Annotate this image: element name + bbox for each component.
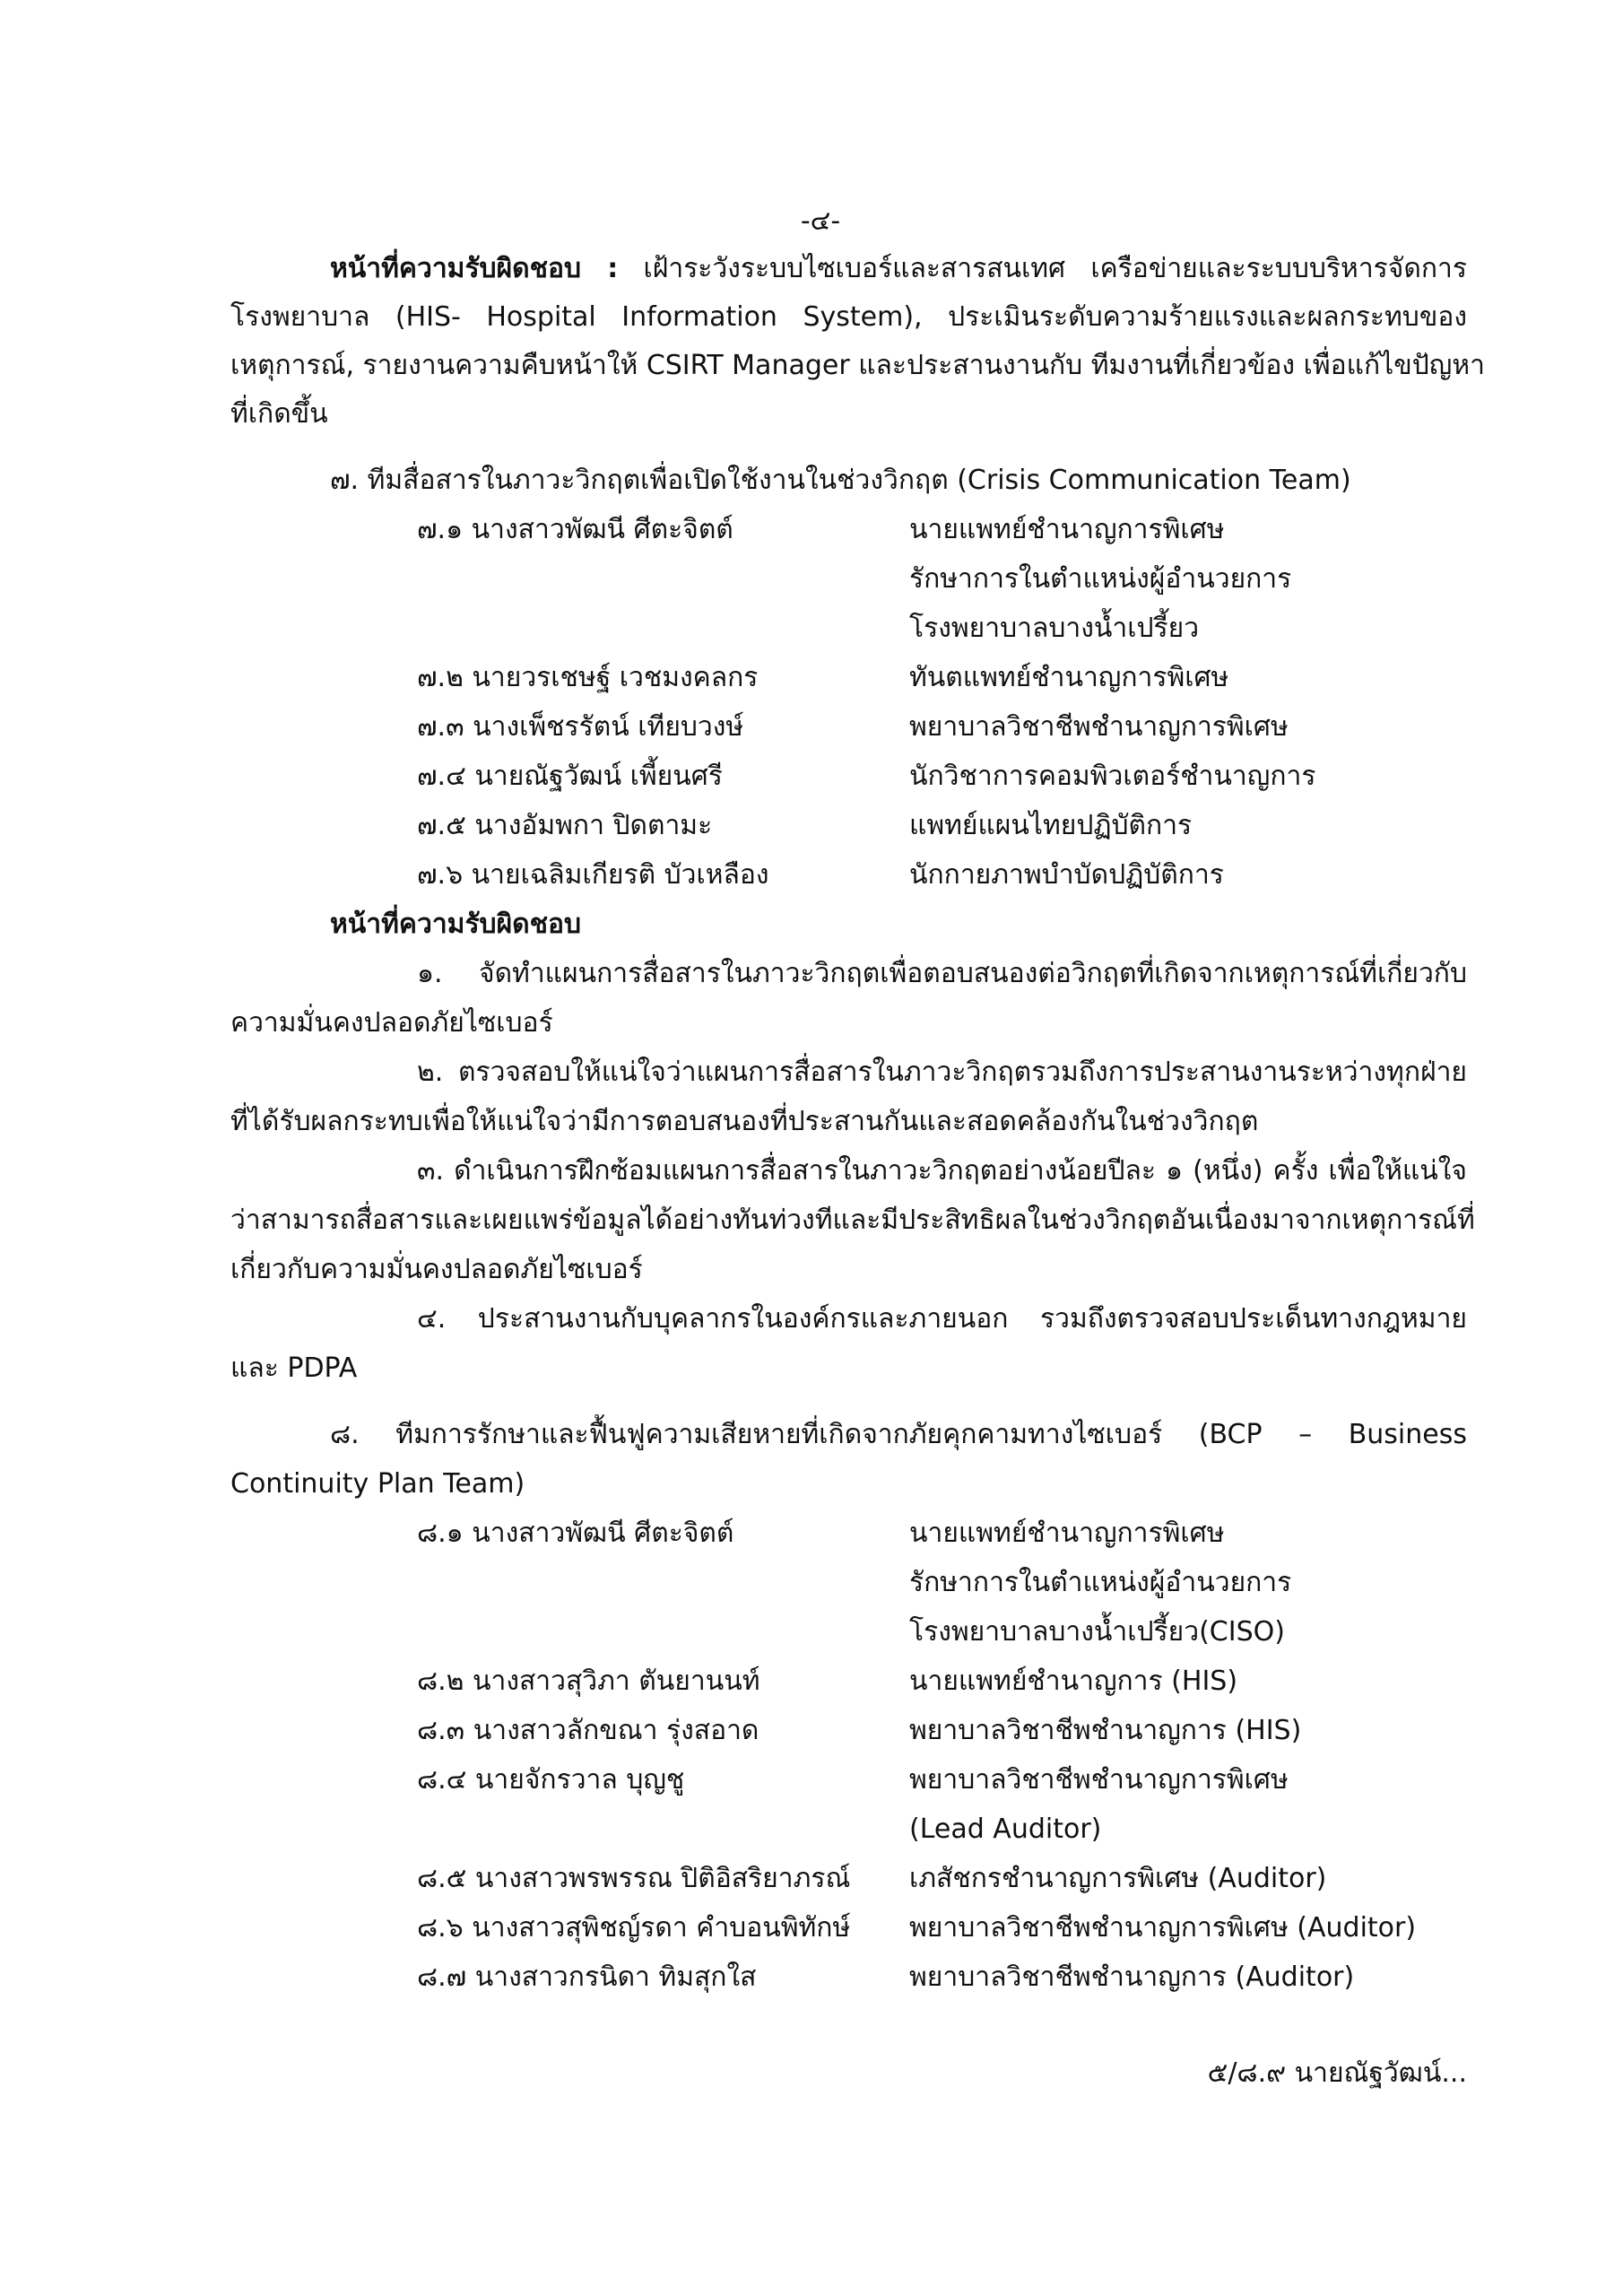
member-name: ๘.๖ นางสาวสุพิชญ์รดา คำบอนพิทักษ์: [417, 1912, 851, 1944]
duty-3-line-3: เกี่ยวกับความมั่นคงปลอดภัยไซเบอร์: [230, 1254, 643, 1285]
member-role: โรงพยาบาลบางน้ำเปรี้ยว: [909, 613, 1200, 644]
member-role: นักกายภาพบำบัดปฏิบัติการ: [909, 859, 1224, 891]
page-number: -๔-: [800, 205, 841, 237]
member-name: ๗.๑ นางสาวพัฒนี ศีตะจิตต์: [417, 514, 733, 545]
duty-1-line-1: ๑. จัดทำแผนการสื่อสารในภาวะวิกฤตเพื่อตอบสนองต่อวิกฤตที่เกิดจากเหตุการณ์ที่เกี่ยวกับ: [417, 958, 1467, 989]
intro-line-4: ที่เกิดขึ้น: [230, 398, 328, 430]
member-name: ๗.๒ นายวรเชษฐ์ เวชมงคลกร: [417, 662, 759, 693]
member-role: เภสัชกรชำนาญการพิเศษ (Auditor): [909, 1863, 1327, 1894]
member-name: ๗.๕ นางอัมพกา ปิดตามะ: [417, 810, 713, 841]
duty-4-line-2: และ PDPA: [230, 1352, 358, 1384]
duty-2-line-2: ที่ได้รับผลกระทบเพื่อให้แน่ใจว่ามีการตอบสนองที่ประสานกันและสอดคล้องกันในช่วงวิกฤต: [230, 1106, 1259, 1137]
member-name: ๗.๔ นายณัฐวัฒน์ เพี้ยนศรี: [417, 761, 723, 792]
member-role: นายแพทย์ชำนาญการพิเศษ: [909, 514, 1225, 545]
intro-line-1-text: เฝ้าระวังระบบไซเบอร์และสารสนเทศ เครือข่ายและระบบบริหารจัดการ: [643, 253, 1467, 284]
member-name: ๘.๒ นางสาวสุวิภา ตันยานนท์: [417, 1665, 760, 1697]
member-name: ๗.๖ นายเฉลิมเกียรติ บัวเหลือง: [417, 859, 769, 891]
section-8-title-line-2: Continuity Plan Team): [230, 1468, 525, 1500]
member-role: พยาบาลวิชาชีพชำนาญการพิเศษ: [909, 711, 1289, 743]
intro-line-2: โรงพยาบาล (HIS- Hospital Information System), ประเมินระดับความร้ายแรงและผลกระทบของ: [230, 301, 1467, 333]
intro-heading: หน้าที่ความรับผิดชอบ :: [330, 253, 619, 284]
intro-line-3: เหตุการณ์, รายงานความคืบหน้าให้ CSIRT Manager และประสานงานกับ ทีมงานที่เกี่ยวข้อง เพื่อแก้ไขปัญหา: [230, 350, 1485, 381]
member-role: แพทย์แผนไทยปฏิบัติการ: [909, 810, 1193, 841]
member-name: ๘.๓ นางสาวลักขณา รุ่งสอาด: [417, 1715, 759, 1746]
member-name: ๘.๑ นางสาวพัฒนี ศีตะจิตต์: [417, 1518, 734, 1549]
member-name: ๗.๓ นางเพ็ชรรัตน์ เทียบวงษ์: [417, 711, 744, 743]
duty-2-line-1: ๒. ตรวจสอบให้แน่ใจว่าแผนการสื่อสารในภาวะวิกฤตรวมถึงการประสานงานระหว่างทุกฝ่าย: [417, 1057, 1467, 1088]
member-name: ๘.๔ นายจักรวาล บุญชู: [417, 1764, 685, 1796]
member-role: ทันตแพทย์ชำนาญการพิเศษ: [909, 662, 1229, 693]
member-role: รักษาการในตำแหน่งผู้อำนวยการ: [909, 1567, 1292, 1598]
member-role: นายแพทย์ชำนาญการพิเศษ: [909, 1518, 1225, 1549]
intro-line-1: [330, 253, 1467, 284]
member-name: ๘.๗ นางสาวกรนิดา ทิมสุกใส: [417, 1961, 757, 1993]
member-role: พยาบาลวิชาชีพชำนาญการพิเศษ: [909, 1764, 1289, 1796]
section-7-duty-heading: หน้าที่ความรับผิดชอบ: [330, 909, 582, 940]
section-7-title: ๗. ทีมสื่อสารในภาวะวิกฤตเพื่อเปิดใช้งานในช่วงวิกฤต (Crisis Communication Team): [330, 465, 1351, 496]
member-role: นายแพทย์ชำนาญการ (HIS): [909, 1665, 1238, 1697]
section-8-title-line-1: ๘. ทีมการรักษาและฟื้นฟูความเสียหายที่เกิดจากภัยคุกคามทางไซเบอร์ (BCP – Business: [330, 1419, 1467, 1450]
member-role: พยาบาลวิชาชีพชำนาญการพิเศษ (Auditor): [909, 1912, 1417, 1944]
continuation-note: ๕/๘.๙ นายณัฐวัฒน์...: [1207, 2057, 1467, 2089]
member-role: พยาบาลวิชาชีพชำนาญการ (HIS): [909, 1715, 1302, 1746]
duty-3-line-1: ๓. ดำเนินการฝึกซ้อมแผนการสื่อสารในภาวะวิกฤตอย่างน้อยปีละ ๑ (หนึ่ง) ครั้ง เพื่อให้แน่ใจ: [417, 1155, 1467, 1187]
duty-3-line-2: ว่าสามารถสื่อสารและเผยแพร่ข้อมูลได้อย่างทันท่วงทีและมีประสิทธิผลในช่วงวิกฤตอันเนื่องมาจากเหตุการณ์ที่: [230, 1205, 1475, 1236]
member-name: ๘.๕ นางสาวพรพรรณ ปิติอิสริยาภรณ์: [417, 1863, 851, 1894]
member-role: นักวิชาการคอมพิวเตอร์ชำนาญการ: [909, 761, 1316, 792]
member-role: พยาบาลวิชาชีพชำนาญการ (Auditor): [909, 1961, 1355, 1993]
member-role: (Lead Auditor): [909, 1813, 1102, 1845]
duty-4-line-1: ๔. ประสานงานกับบุคลากรในองค์กรและภายนอก รวมถึงตรวจสอบประเด็นทางกฎหมาย: [417, 1303, 1467, 1335]
duty-1-line-2: ความมั่นคงปลอดภัยไซเบอร์: [230, 1007, 553, 1039]
member-role: โรงพยาบาลบางน้ำเปรี้ยว(CISO): [909, 1616, 1285, 1648]
member-role: รักษาการในตำแหน่งผู้อำนวยการ: [909, 563, 1292, 595]
